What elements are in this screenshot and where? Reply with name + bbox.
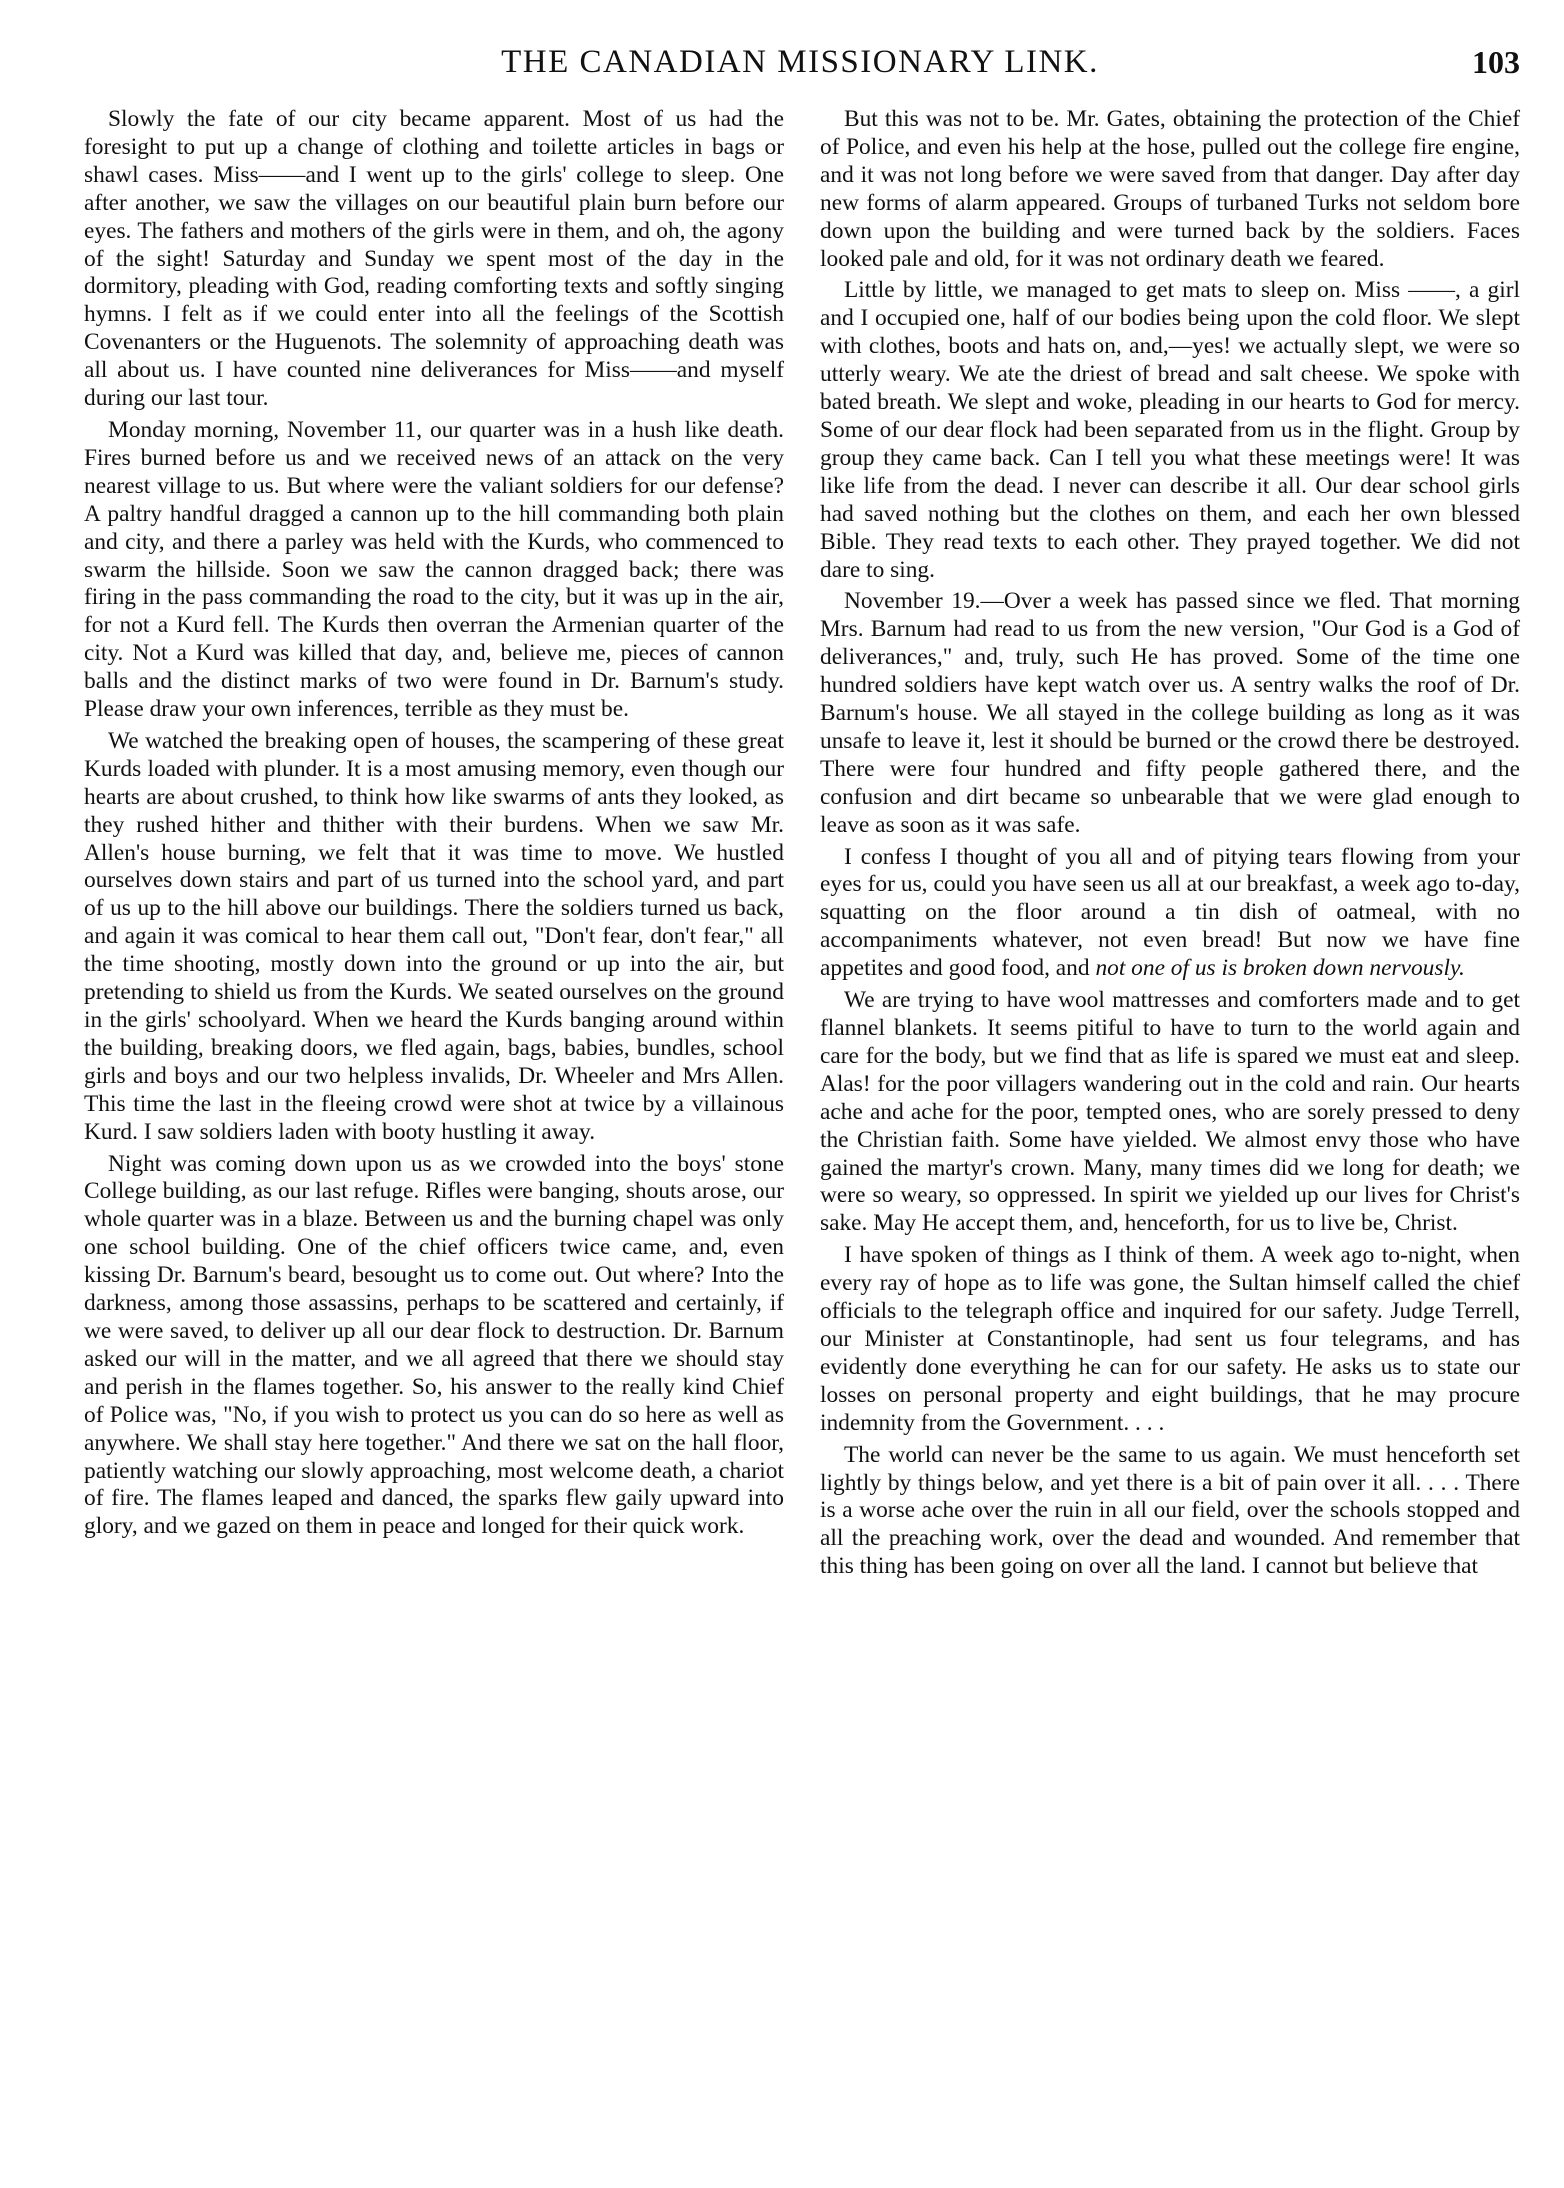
paragraph: Monday morning, November 11, our quarter was in a hush like death. Fires burned before us and we received news of an attack on the very nearest village to us. But where were the valiant soldiers for our defense? A paltry handful dragged a cannon up to the hill commanding both plain and city, and there a parley was held with the Kurds, who commenced to swarm the hillside. Soon we saw the cannon dragged back; there was firing in the pass commanding the road to the city, but it was up in the air, for not a Kurd fell. The Kurds then overran the Armenian quarter of the city. Not a Kurd was killed that day, and, believe me, pieces of cannon balls and the distinct marks of two were found in Dr. Barnum's study. Please draw your own inferences, terrible as they must be. bbox=[84, 416, 784, 723]
italic-phrase: not one of us is broken down nervously. bbox=[1095, 955, 1465, 982]
paragraph: Night was coming down upon us as we crowded into the boys' stone College building, as our last refuge. Rifles were banging, shouts arose, our whole quarter was in a blaze. Between us and the burning chapel was only one school building. One of the chief officers twice came, and, even kissing Dr. Barnum's beard, besought us to come out. Out where? Into the darkness, among those assassins, perhaps to be scattered and certainly, if we were saved, to deliver up all our dear flock to destruction. Dr. Barnum asked our will in the matter, and we all agreed that there we should stay and perish in the flames together. So, his answer to the really kind Chief of Police was, "No, if you wish to protect us you can do so here as well as anywhere. We shall stay here together." And there we sat on the hall floor, patiently watching our slowly approaching, most welcome death, a chariot of fire. The flames leaped and danced, the sparks flew gaily upward into glory, and we gazed on them in peace and longed for their quick work. bbox=[84, 1150, 784, 1540]
right-column bbox=[820, 106, 1520, 1585]
paragraph: But this was not to be. Mr. Gates, obtaining the protection of the Chief of Police, and even his help at the hose, pulled out the college fire engine, and it was not long before we were saved from that danger. Day after day new forms of alarm appeared. Groups of turbaned Turks not seldom bore down upon the building and were turned back by the soldiers. Faces looked pale and old, for it was not ordinary death we feared. bbox=[820, 106, 1520, 272]
paragraph: Slowly the fate of our city became apparent. Most of us had the foresight to put up a change of clothing and toilette articles in bags or shawl cases. Miss——and I went up to the girls' college to sleep. One after another, we saw the villages on our beautiful plain burn before our eyes. The fathers and mothers of the girls were in them, and oh, the agony of the sight! Saturday and Sunday we spent most of the day in the dormitory, pleading with God, reading comforting texts and softly singing hymns. I felt as if we could enter into all the feelings of the Scottish Covenanters or the Huguenots. The solemnity of approaching death was all about us. I have counted nine deliverances for Miss——and myself during our last tour. bbox=[84, 106, 784, 412]
paragraph: The world can never be the same to us again. We must henceforth set lightly by things below, and yet there is a bit of pain over it all. . . . There is a worse ache over the ruin in all our field, over the schools stopped and all the preaching work, over the dead and wounded. And remember that this thing has been going on over all the land. I cannot but believe that bbox=[820, 1441, 1520, 1580]
article-columns bbox=[84, 106, 1520, 1585]
page-number: 103 bbox=[1472, 44, 1520, 80]
paragraph: I have spoken of things as I think of them. A week ago to-night, when every ray of hope as to life was gone, the Sultan himself called the chief officials to the telegraph office and inquired for our safety. Judge Terrell, our Minister at Constantinople, had sent us four telegrams, and has evidently done everything he can for our safety. He asks us to state our losses on personal property and eight buildings, that he may procure indemnity from the Government. . . . bbox=[820, 1242, 1520, 1436]
paragraph-with-italic bbox=[820, 844, 1520, 984]
paragraph: We are trying to have wool mattresses and comforters made and to get flannel blankets. It seems pitiful to have to turn to the world again and care for the body, but we find that as life is spared we must eat and sleep. Alas! for the poor villagers wandering out in the cold and rain. Our hearts ache and ache for the poor, tempted ones, who are sorely pressed to deny the Christian faith. Some have yielded. We almost envy those who have gained the martyr's crown. Many, many times did we long for death; we were so weary, so oppressed. In spirit we yielded up our lives for Christ's sake. May He accept them, and, henceforth, for us to live be, Christ. bbox=[820, 987, 1520, 1237]
paragraph-text: I confess I thought of you all and of pitying tears flowing from your eyes for us, could you have seen us all at our breakfast, a week ago to-day, squatting on the floor around a tin dish of oatmeal, with no accompaniments whatever, not even bread! But now we have fine appetites and good food, and bbox=[820, 843, 1520, 982]
paragraph: Little by little, we managed to get mats to sleep on. Miss ——, a girl and I occupied one, half of our bodies being upon the cold floor. We slept with clothes, boots and hats on, and,—yes! we actually slept, we were so utterly weary. We ate the driest of bread and salt cheese. We spoke with bated breath. We slept and woke, pleading in our hearts to God for mercy. Some of our dear flock had been separated from us in the flight. Group by group they came back. Can I tell you what these meetings were! It was like life from the dead. I never can describe it all. Our dear school girls had saved nothing but the clothes on them, and each her own blessed Bible. They read texts to each other. They prayed together. We did not dare to sing. bbox=[820, 277, 1520, 583]
running-title: THE CANADIAN MISSIONARY LINK. bbox=[501, 44, 1099, 80]
paragraph: We watched the breaking open of houses, the scampering of these great Kurds loaded with plunder. It is a most amusing memory, even though our hearts are about crushed, to think how like swarms of ants they looked, as they rushed hither and thither with their burdens. When we saw Mr. Allen's house burning, we felt that it was time to move. We hustled ourselves down stairs and part of us turned into the school yard, and part of us up to the hill above our buildings. There the soldiers turned us back, and again it was comical to hear them call out, "Don't fear, don't fear," all the time shooting, mostly down into the ground or up into the air, but pretending to shield us from the Kurds. We seated ourselves on the ground in the girls' schoolyard. When we heard the Kurds banging around within the building, breaking doors, we fled again, bags, babies, bundles, school girls and boys and our two helpless invalids, Dr. Wheeler and Mrs Allen. This time the last in the fleeing crowd were shot at twice by a villainous Kurd. I saw soldiers laden with booty hustling it away. bbox=[84, 727, 784, 1145]
left-column bbox=[84, 106, 784, 1585]
paragraph: November 19.—Over a week has passed since we fled. That morning Mrs. Barnum had read to us from the new version, "Our God is a God of deliverances," and, truly, such He has proved. Some of the time one hundred soldiers have kept watch over us. A sentry walks the roof of Dr. Barnum's house. We all stayed in the college building as long as it was unsafe to leave it, lest it should be burned or the crowd there be destroyed. There were four hundred and fifty people gathered there, and the confusion and dirt became so unbearable that we were glad enough to leave as soon as it was safe. bbox=[820, 588, 1520, 838]
page-header bbox=[80, 44, 1520, 88]
